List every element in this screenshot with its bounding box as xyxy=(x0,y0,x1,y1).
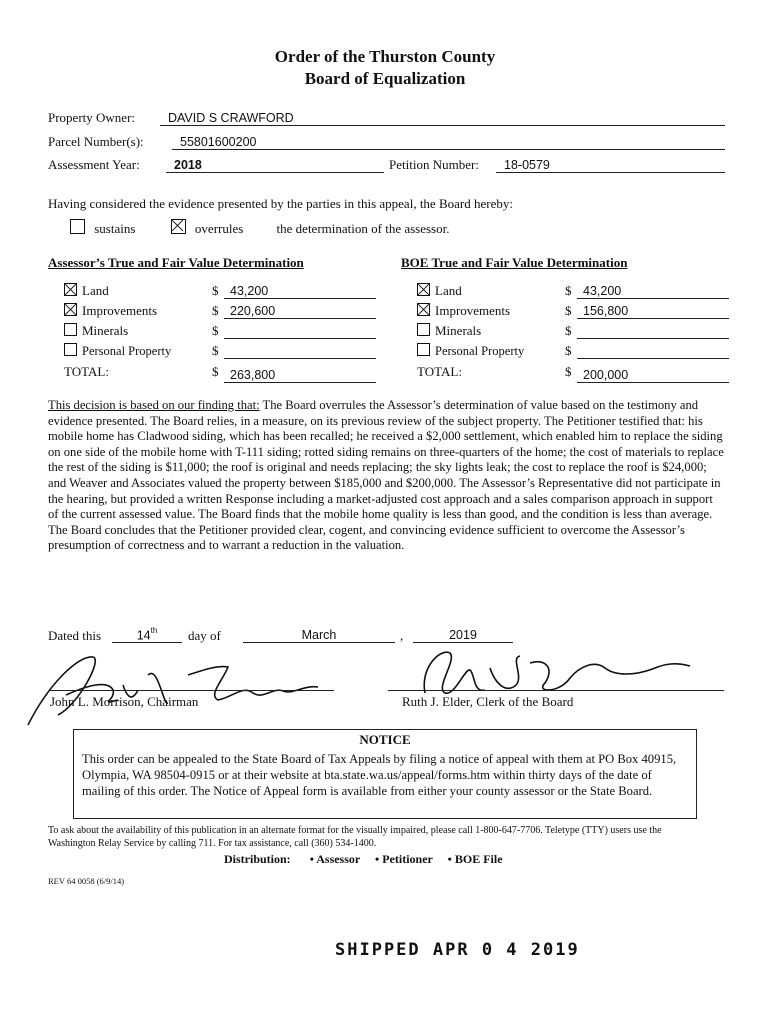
boe-currency-sign: $ xyxy=(565,303,572,318)
decision-options xyxy=(70,219,449,237)
boe-row-improvements xyxy=(417,303,510,319)
document-title-line1: Order of the Thurston County xyxy=(274,47,496,66)
year-label: Assessment Year: xyxy=(48,157,140,172)
assessor-value-line xyxy=(224,282,376,299)
assessor-row-label: Improvements xyxy=(82,303,158,318)
assessor-personal-property-checkbox[interactable] xyxy=(64,343,77,356)
assessor-row-label: Minerals xyxy=(82,323,129,338)
assessor-total-line xyxy=(224,366,376,383)
assessor-row-minerals xyxy=(64,323,128,339)
clerk-line xyxy=(388,690,724,691)
boe-value: 43,200 xyxy=(583,284,622,298)
boe-row-personal-property xyxy=(417,343,524,359)
boe-row-label: Land xyxy=(435,283,462,298)
boe-personal-property-checkbox[interactable] xyxy=(417,343,430,356)
petition-line xyxy=(496,156,725,173)
assessor-currency-sign: $ xyxy=(212,303,219,318)
decision-intro: Having considered the evidence presented by the parties in this appeal, the Board hereby: xyxy=(48,196,513,211)
overrules-label: overrules xyxy=(194,221,244,236)
assessor-value: 220,600 xyxy=(230,304,276,318)
boe-value-line xyxy=(577,282,729,299)
boe-row-label: Improvements xyxy=(435,303,511,318)
notice-heading: NOTICE xyxy=(359,732,411,747)
boe-total-line xyxy=(577,366,729,383)
assessor-currency-sign: $ xyxy=(212,283,219,298)
owner-label: Property Owner: xyxy=(48,110,136,125)
boe-total-label: TOTAL: xyxy=(417,364,462,379)
parcel-line xyxy=(172,133,725,150)
distribution-line xyxy=(224,852,503,867)
dated-prefix: Dated this xyxy=(48,628,102,643)
sustains-checkbox[interactable] xyxy=(70,219,85,234)
finding-text: The Board overrules the Assessor’s determination of value based on the testimony and evidence presented. The Board relies, in a measure, on its previous review of the subject property. The Petitioner testified that: his mobile home has Cladwood siding, which has been recalled; he received a $2,000 settlement, which enabled him to replace the siding on one side of the mobile home with T-111 siding; rotted siding remains on three-quarters of the home; the cost of materials to replace the rest of the siding is $11,000; the roof is original and needs replacing; the sky lights leak; the cost to replace the roof is $24,000; and Weaver and Associates valued the property between $185,000 and $200,000. The Assessor’s Representative did not participate in the hearing, but provided a written Response including a market-adjusted cost approach and a sales comparison approach in support of the current assessed value. The Board finds that the mobile home quality is less than good, and the condition is less than average. The Board concludes that the Petitioner provided clear, cogent, and convincing evidence sufficient to overcome the Assessor’s presumption of correctness and to warrant a reduction in the valuation. xyxy=(48,398,724,553)
boe-value-line xyxy=(577,302,729,319)
boe-currency-sign: $ xyxy=(565,283,572,298)
boe-currency-sign: $ xyxy=(565,323,572,338)
assessor-value: 43,200 xyxy=(230,284,269,298)
assessor-row-label: Personal Property xyxy=(82,344,172,358)
parcel-value: 55801600200 xyxy=(180,135,257,149)
document-title-line2: Board of Equalization xyxy=(304,69,466,88)
boe-land-checkbox[interactable] xyxy=(417,283,430,296)
dated-month: March xyxy=(301,628,337,642)
sustains-label: sustains xyxy=(94,221,136,236)
distribution-boe-file: • BOE File xyxy=(447,852,503,866)
assessor-row-land xyxy=(64,283,109,299)
boe-row-land xyxy=(417,283,462,299)
boe-row-minerals xyxy=(417,323,481,339)
distribution-petitioner: • Petitioner xyxy=(375,852,433,866)
boe-row-label: Minerals xyxy=(435,323,482,338)
boe-total-currency: $ xyxy=(565,364,572,379)
assessor-land-checkbox[interactable] xyxy=(64,283,77,296)
assessor-heading: Assessor’s True and Fair Value Determination xyxy=(48,255,304,270)
finding-paragraph xyxy=(48,398,724,554)
distribution-assessor: • Assessor xyxy=(309,852,361,866)
dated-dayof: day of xyxy=(188,628,221,643)
assessor-row-improvements xyxy=(64,303,157,319)
assessor-value-line xyxy=(224,322,376,339)
assessor-currency-sign: $ xyxy=(212,343,219,358)
assessor-currency-sign: $ xyxy=(212,323,219,338)
assessor-total-value: 263,800 xyxy=(230,368,276,382)
owner-line xyxy=(160,109,725,126)
petition-label: Petition Number: xyxy=(389,157,479,172)
dated-day: 14 xyxy=(136,628,151,643)
assessor-row-label: Land xyxy=(82,283,109,298)
boe-value-line xyxy=(577,322,729,339)
petition-value: 18-0579 xyxy=(504,158,550,172)
overrules-checkbox[interactable] xyxy=(171,219,186,234)
chairman-name: John L. Morrison, Chairman xyxy=(50,694,199,709)
boe-row-label: Personal Property xyxy=(435,344,525,358)
boe-value: 156,800 xyxy=(583,304,629,318)
shipped-stamp: SHIPPED APR 0 4 2019 xyxy=(335,940,580,960)
notice-text: This order can be appealed to the State Board of Tax Appeals by filing a notice of appeal with them at PO Box 40915, Olympia, WA 98504-0915 or at their website at bta.state.wa.us/appeal/forms.htm within thirty days of the date of mailing of this order. The Notice of Appeal form is available from either your county assessor or the State Board. xyxy=(82,752,677,798)
assessor-value-line xyxy=(224,342,376,359)
boe-total-value: 200,000 xyxy=(583,368,629,382)
assessor-total-label: TOTAL: xyxy=(64,364,109,379)
dated-year: 2019 xyxy=(449,628,477,642)
boe-value-line xyxy=(577,342,729,359)
parcel-label: Parcel Number(s): xyxy=(48,134,144,149)
assessor-minerals-checkbox[interactable] xyxy=(64,323,77,336)
finding-lead: This decision is based on our finding that: xyxy=(48,398,260,412)
boe-improvements-checkbox[interactable] xyxy=(417,303,430,316)
dated-day-line xyxy=(112,626,182,643)
assessor-total-currency: $ xyxy=(212,364,219,379)
decision-tail: the determination of the assessor. xyxy=(276,221,450,236)
owner-value: DAVID S CRAWFORD xyxy=(168,111,294,125)
notice-box xyxy=(73,729,697,819)
accessibility-text: To ask about the availability of this publication in an alternate format for the visually impaired, please call 1-800-647-7706. Teletype (TTY) users use the Washington Relay Service by calling 711. For tax assistance, call (360) 534-1400. xyxy=(48,825,662,849)
distribution-label: Distribution: xyxy=(224,852,291,866)
boe-currency-sign: $ xyxy=(565,343,572,358)
chairman-line xyxy=(50,690,334,691)
assessor-value-line xyxy=(224,302,376,319)
clerk-name: Ruth J. Elder, Clerk of the Board xyxy=(402,694,574,709)
assessor-improvements-checkbox[interactable] xyxy=(64,303,77,316)
year-value: 2018 xyxy=(174,158,202,172)
year-line xyxy=(166,156,384,173)
assessor-row-personal-property xyxy=(64,343,171,359)
dated-day-suffix: th xyxy=(150,626,158,635)
revision-code: REV 64 0058 (6/9/14) xyxy=(48,876,125,886)
dated-comma: , xyxy=(400,628,404,643)
boe-minerals-checkbox[interactable] xyxy=(417,323,430,336)
boe-heading: BOE True and Fair Value Determination xyxy=(401,255,628,270)
dated-month-line xyxy=(243,626,395,643)
